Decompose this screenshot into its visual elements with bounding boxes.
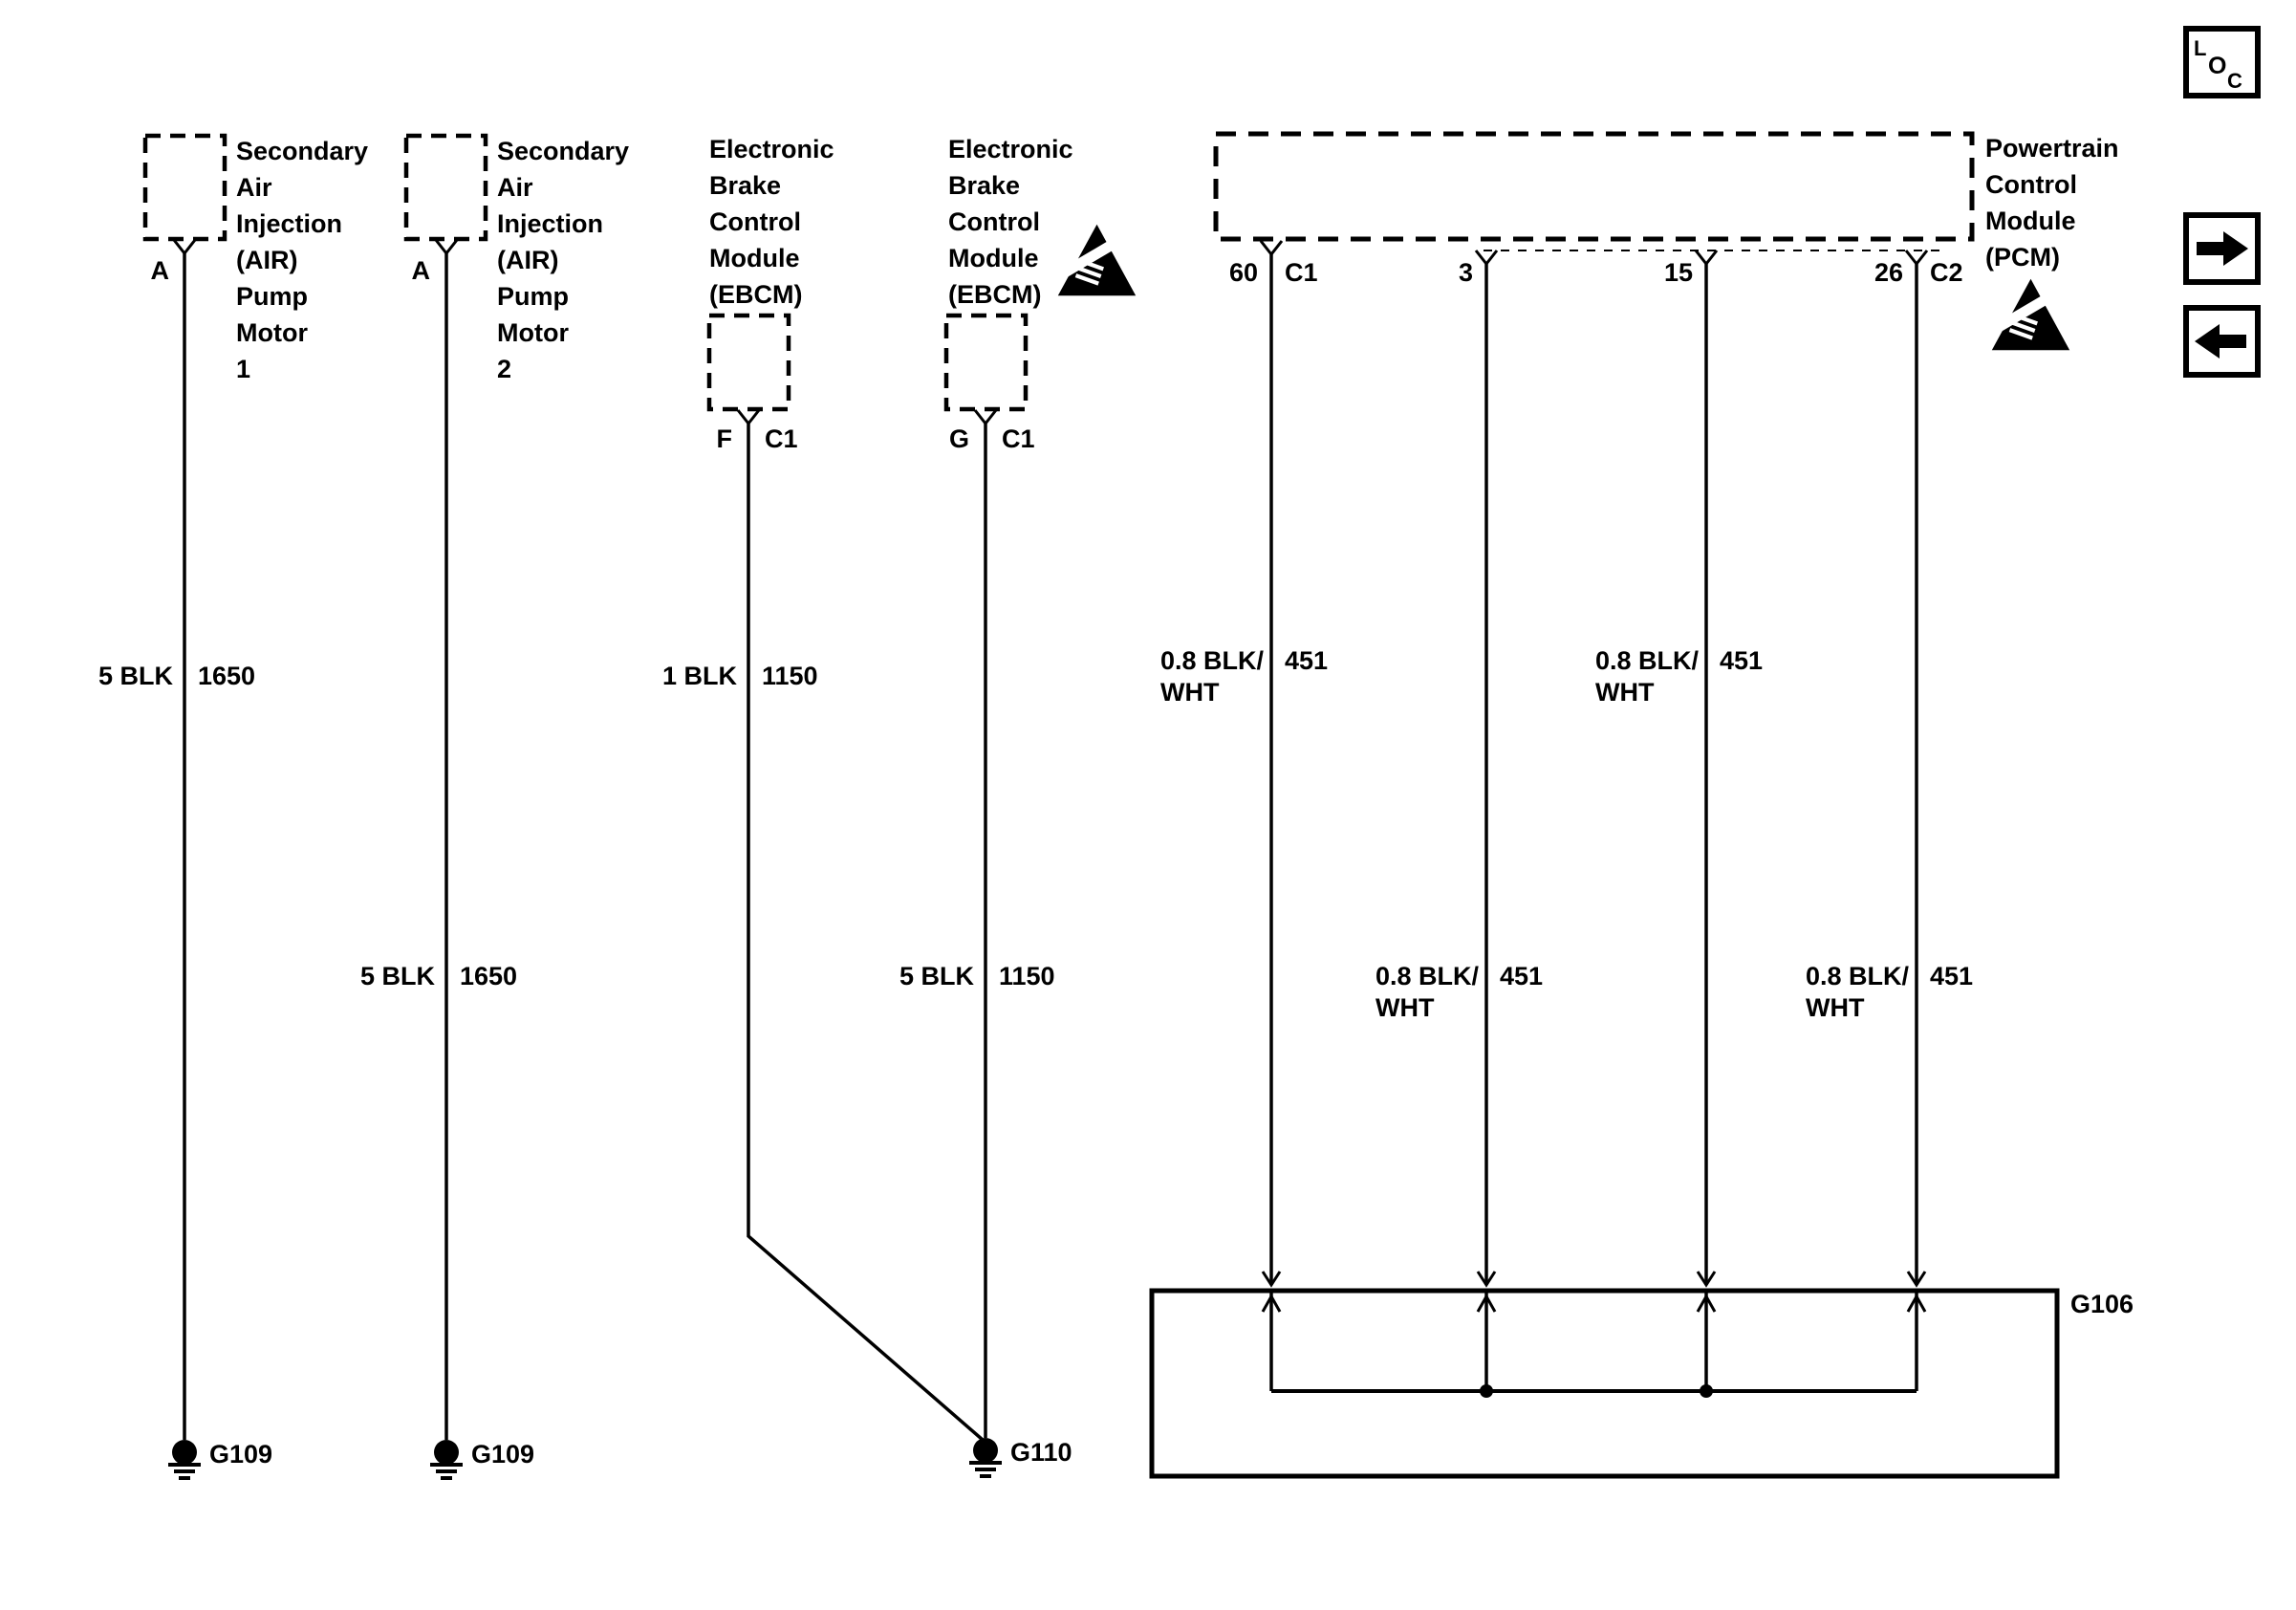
ebcm-1-box: [709, 315, 789, 409]
ground-symbol-g109-1: [168, 1440, 272, 1478]
pin-label: 15: [1663, 258, 1693, 287]
ground-block-g106: [1152, 1272, 2134, 1476]
wire-circuit-label: 1150: [999, 962, 1055, 990]
component-label-line: Injection: [497, 209, 604, 238]
wire-circuit-label: 451: [1720, 646, 1764, 675]
pcm-pin-15: [1595, 250, 1763, 1285]
air-pump-motor-2-label: [497, 137, 629, 383]
component-label-line: (EBCM): [948, 280, 1042, 309]
pin-label: A: [150, 256, 169, 285]
connector-label: C2: [1930, 258, 1963, 287]
ground-label: G109: [471, 1440, 535, 1469]
pcm-pin-3: [1375, 250, 1543, 1285]
pin-fork: [436, 240, 457, 253]
ground-dot: [172, 1440, 197, 1465]
connector-label: C1: [765, 424, 798, 453]
component-label-line: (AIR): [497, 246, 559, 274]
component-label-line: Motor: [236, 318, 308, 347]
wire-size-color-label: WHT: [1375, 993, 1435, 1022]
component-label-line: Secondary: [236, 137, 369, 165]
component-label-line: Pump: [236, 282, 309, 311]
wire-circuit-label: 1150: [762, 662, 818, 690]
junction-dot: [1700, 1384, 1713, 1398]
component-label-line: (EBCM): [709, 280, 803, 309]
pcm-box: [1216, 134, 1972, 239]
ground-symbol-g109-2: [430, 1440, 534, 1478]
component-label-line: Control: [709, 207, 801, 236]
pin-label: 26: [1874, 258, 1903, 287]
pin-label: F: [716, 424, 732, 453]
component-label-line: Pump: [497, 282, 570, 311]
ground-dot: [434, 1440, 459, 1465]
ebcm-2-box: [946, 315, 1026, 409]
wire-size-color-label: WHT: [1595, 678, 1655, 707]
air-pump-motor-1: [98, 136, 368, 1478]
wire-size-color-label: WHT: [1160, 678, 1220, 707]
component-label-line: Electronic: [948, 135, 1073, 163]
pcm: [1160, 134, 2119, 1285]
wire-size-color-label: 0.8 BLK/: [1375, 962, 1480, 990]
component-label-line: Brake: [948, 171, 1021, 200]
wire-size-color-label: 5 BLK: [97, 662, 173, 690]
component-label-line: Secondary: [497, 137, 630, 165]
component-label-line: Injection: [236, 209, 343, 238]
ebcm-1-label: [709, 135, 834, 309]
ground-label: G106: [2070, 1290, 2134, 1318]
component-label-line: Brake: [709, 171, 782, 200]
wire-size-color-label: 0.8 BLK/: [1160, 646, 1265, 675]
component-label-line: 1: [236, 355, 251, 383]
component-label-line: 2: [497, 355, 512, 383]
component-label-line: Electronic: [709, 135, 834, 163]
ground-dot: [973, 1438, 998, 1463]
component-label-line: Module: [709, 244, 800, 272]
ebcm-2: [899, 135, 1136, 1476]
wire-circuit-label: 451: [1285, 646, 1329, 675]
wire-size-color-label: 0.8 BLK/: [1806, 962, 1910, 990]
wire-circuit-label: 1650: [460, 962, 518, 990]
wire-circuit-label: 1650: [198, 662, 256, 690]
pin-label: 60: [1228, 258, 1258, 287]
component-label-line: (PCM): [1985, 243, 2060, 272]
pin-fork: [1906, 250, 1927, 264]
wire-circuit-label: 451: [1930, 962, 1974, 990]
wire-size-color-label: 5 BLK: [899, 962, 974, 990]
forward-button[interactable]: [2186, 215, 2258, 282]
pin-fork: [174, 240, 195, 253]
air-pump-motor-1-box: [145, 136, 225, 239]
component-label-line: Module: [1985, 207, 2076, 235]
ebcm-2-label: [948, 135, 1073, 309]
pcm-pin-26: [1806, 250, 1973, 1285]
loc-letter-o: O: [2208, 53, 2227, 79]
air-pump-motor-1-label: [236, 137, 368, 383]
ground-symbol-g110: [969, 1438, 1072, 1476]
esd-warning-icon: [1992, 279, 2069, 351]
component-label-line: Powertrain: [1985, 134, 2119, 163]
pin-fork: [738, 410, 759, 424]
pcm-pin-60: [1160, 241, 1328, 1285]
ground-label: G109: [209, 1440, 273, 1469]
component-label-line: Air: [236, 173, 272, 202]
pin-label: G: [948, 424, 969, 453]
wire-ebcm-1: [748, 424, 983, 1440]
ebcm-1: [662, 135, 983, 1440]
connector-label: C1: [1002, 424, 1035, 453]
pin-fork: [1476, 250, 1497, 264]
connector-label: C1: [1285, 258, 1318, 287]
pin-fork: [975, 410, 996, 424]
wire-size-color-label: 0.8 BLK/: [1595, 646, 1700, 675]
g106-box: [1152, 1291, 2057, 1476]
wire-size-color-label: WHT: [1806, 993, 1865, 1022]
esd-warning-icon: [1058, 225, 1136, 296]
wire-size-color-label: 5 BLK: [359, 962, 435, 990]
pin-fork: [1261, 241, 1282, 254]
pin-label: 3: [1458, 258, 1473, 287]
component-label-line: Control: [948, 207, 1040, 236]
wire-circuit-label: 451: [1500, 962, 1544, 990]
pcm-label: [1985, 134, 2119, 272]
pin-fork: [1696, 250, 1717, 264]
component-label-line: Motor: [497, 318, 569, 347]
back-button[interactable]: [2186, 308, 2258, 375]
component-label-line: Control: [1985, 170, 2077, 199]
pin-label: A: [411, 256, 430, 285]
component-label-line: Air: [497, 173, 533, 202]
loc-button[interactable]: [2186, 29, 2258, 96]
ground-label: G110: [1010, 1438, 1072, 1467]
loc-letter-l: L: [2194, 36, 2207, 60]
component-label-line: (AIR): [236, 246, 298, 274]
component-label-line: Module: [948, 244, 1039, 272]
air-pump-motor-2: [360, 136, 629, 1478]
loc-letter-c: C: [2227, 69, 2242, 93]
junction-dot: [1480, 1384, 1493, 1398]
wire-size-color-label: 1 BLK: [661, 662, 737, 690]
air-pump-motor-2-box: [406, 136, 486, 239]
